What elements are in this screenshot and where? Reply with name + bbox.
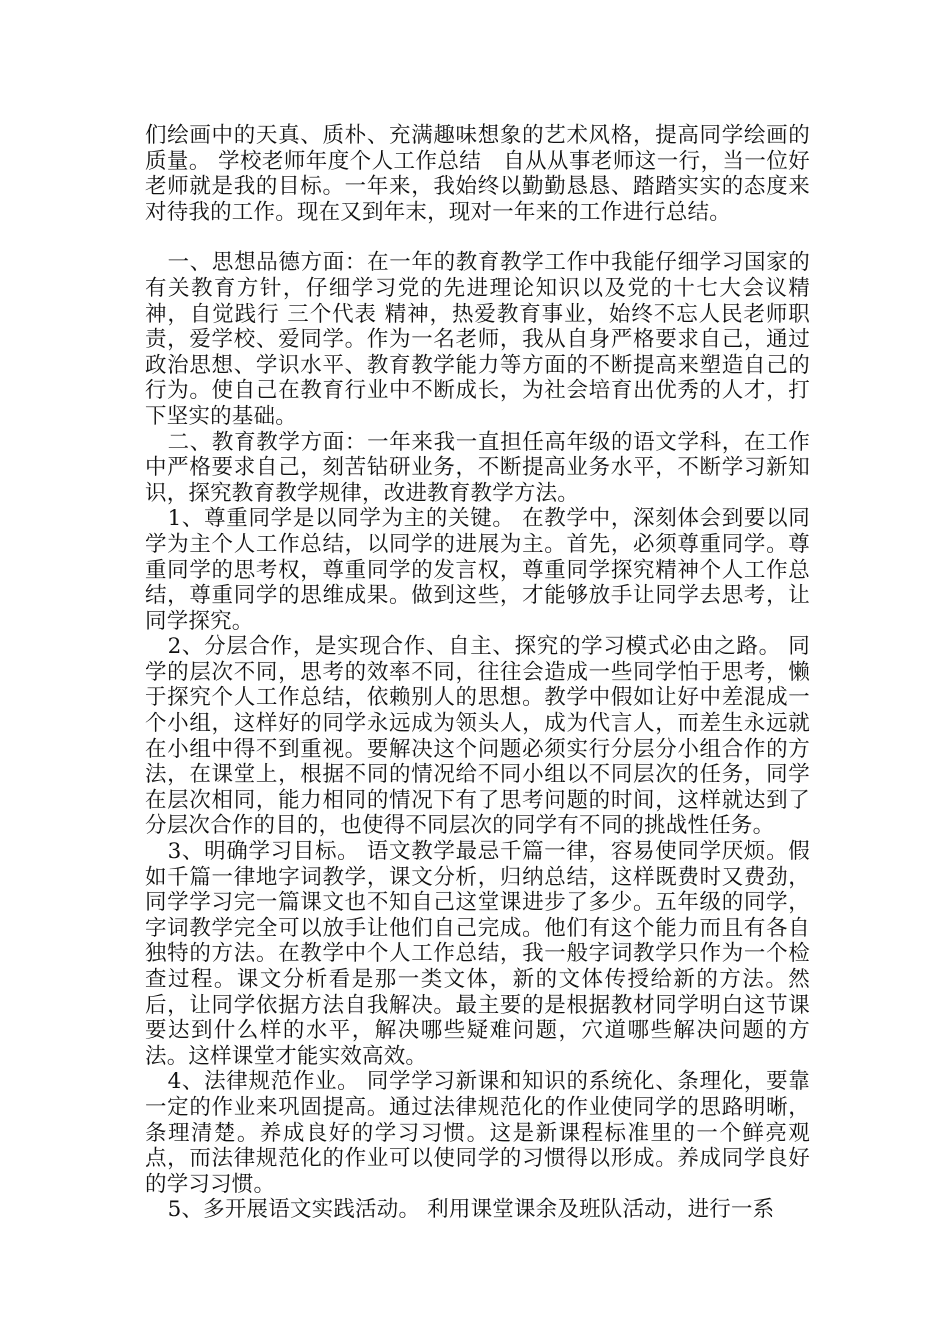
paragraph-point-2: 2、分层合作，是实现合作、自主、探究的学习模式必由之路。 同学的层次不同，思考的效率不同，往往会造成一些同学怕于思考，懒于探究个人工作总结，依赖别人的思想。教学中假如让好中差混成一个小组，这样好的同学永远成为领头人，成为代言人，而差生永远就在小组中得不到重视。要解决这个问题必须实行分层分小组合作的方法，在课堂上，根据不同的情况给不同小组以不同层次的任务，同学在层次相同，能力相同的情况下有了思考问题的时间，这样就达到了分层次合作的目的，也使得不同层次的同学有不同的挑战性任务。 (145, 634, 810, 839)
paragraph-point-5: 5、多开展语文实践活动。 利用课堂课余及班队活动，进行一系 (167, 1197, 775, 1223)
paragraph-teaching: 二、教育教学方面：一年来我一直担任高年级的语文学科，在工作中严格要求自己，刻苦钻研业务，不断提高业务水平，不断学习新知识，探究教育教学规律，改进教育教学方法。 (145, 429, 810, 506)
paragraph-point-3: 3、明确学习目标。 语文教学最忌千篇一律，容易使同学厌烦。假如千篇一律地字词教学，课文分析，归纳总结，这样既费时又费劲，同学学习完一篇课文也不知自己这堂课进步了多少。五年级的同学，字词教学完全可以放手让他们自己完成。他们有这个能力而且有各自独特的方法。在教学中个人工作总结，我一般字词教学只作为一个检查过程。课文分析看是那一类文体，新的文体传授给新的方法。然后，让同学依据方法自我解决。最主要的是根据教材同学明白这节课要达到什么样的水平，解决哪些疑难问题，穴道哪些解决问题的方法。这样课堂才能实效高效。 (145, 839, 810, 1069)
paragraph-gap (145, 225, 810, 250)
paragraph-point-1: 1、尊重同学是以同学为主的关键。 在教学中，深刻体会到要以同学为主个人工作总结，以同学的进展为主。首先，必须尊重同学。尊重同学的思考权，尊重同学的发言权，尊重同学探究精神个人工作总结，尊重同学的思维成果。做到这些，才能够放手让同学去思考，让同学探究。 (145, 506, 810, 634)
paragraph-point-4: 4、法律规范作业。 同学学习新课和知识的系统化、条理化，要靠一定的作业来巩固提高。通过法律规范化的作业使同学的思路明晰，条理清楚。养成良好的学习习惯。这是新课程标准里的一个鲜亮观点，而法律规范化的作业可以使同学的习惯得以形成。养成同学良好的学习习惯。 (145, 1069, 810, 1197)
document-page (145, 123, 810, 1223)
paragraph-intro: 们绘画中的天真、质朴、充满趣味想象的艺术风格，提高同学绘画的质量。 学校老师年度个人工作总结 自从从事老师这一行，当一位好老师就是我的目标。一年来，我始终以勤勤恳恳、踏踏实实的态度来对待我的工作。现在又到年末，现对一年来的工作进行总结。 (145, 123, 810, 225)
paragraph-moral: 一、思想品德方面：在一年的教育教学工作中我能仔细学习国家的有关教育方针，仔细学习党的先进理论知识以及党的十七大会议精神，自觉践行 三个代表 精神，热爱教育事业，始终不忘人民老师职责，爱学校、爱同学。作为一名老师，我从自身严格要求自己，通过政治思想、学识水平、教育教学能力等方面的不断提高来塑造自己的行为。使自己在教育行业中不断成长，为社会培育出优秀的人才，打下坚实的基础。 (145, 250, 810, 429)
